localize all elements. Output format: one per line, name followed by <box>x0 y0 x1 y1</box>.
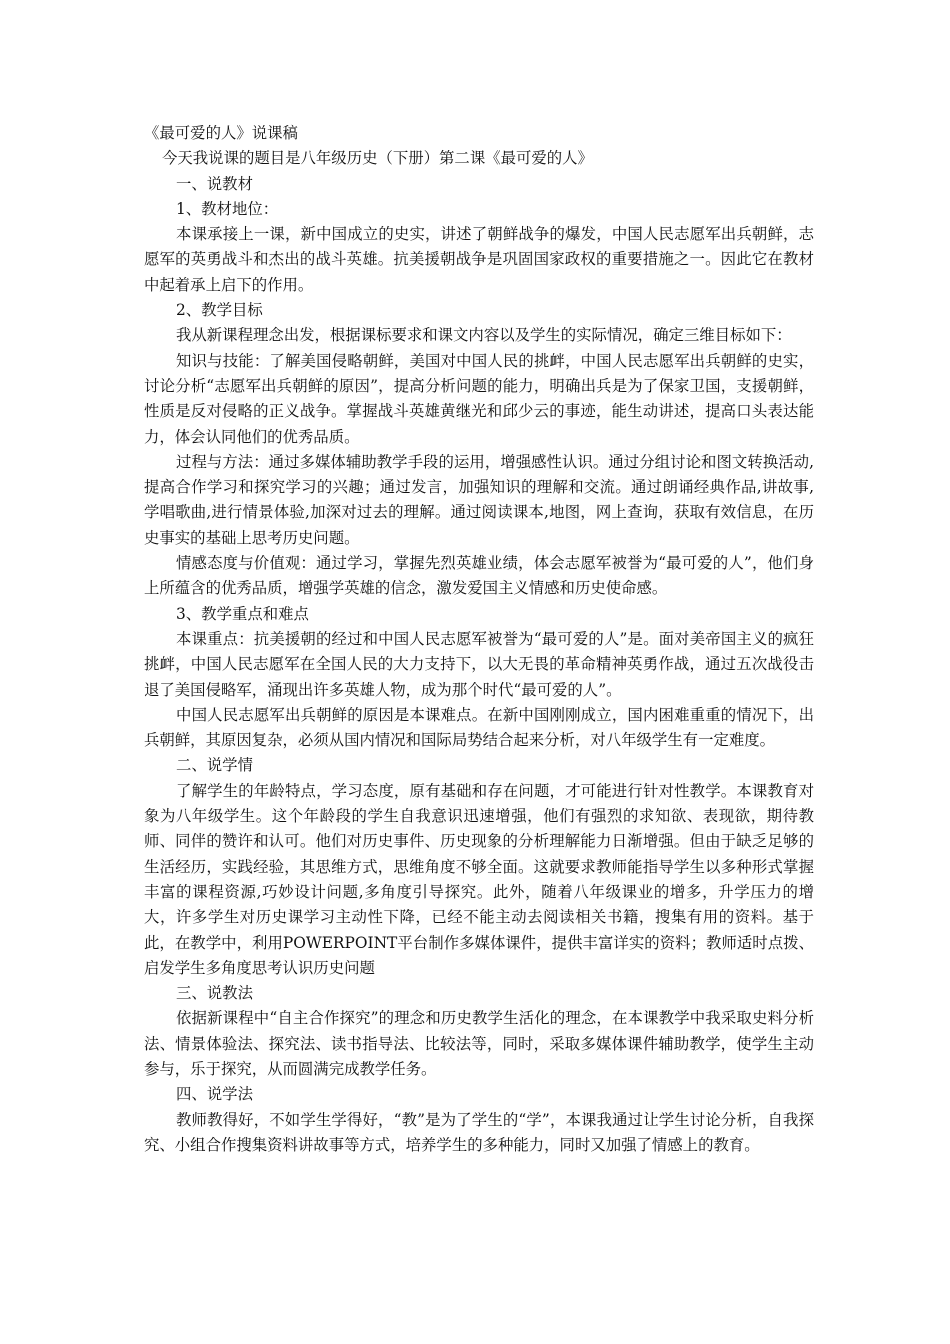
paragraph-textbook-position: 本课承接上一课，新中国成立的史实，讲述了朝鲜战争的爆发，中国人民志愿军出兵朝鲜，志愿军的英勇战斗和杰出的战斗英雄。抗美援朝战争是巩固国家政权的重要措施之一。因此它在教材中起着承上启下的作用。 <box>144 225 814 294</box>
paragraph-teaching-methods: 依据新课程中“自主合作探究”的理念和历史教学生活化的理念，在本课教学中我采取史料分析法、情景体验法、探究法、读书指导法、比较法等，同时，采取多媒体课件辅助教学，使学生主动参与，乐于探究，从而圆满完成教学任务。 <box>144 1009 814 1078</box>
intro-paragraph: 今天我说课的题目是八年级历史（下册）第二课《最可爱的人》 <box>162 149 593 168</box>
paragraph-difficulty: 中国人民志愿军出兵朝鲜的原因是本课难点。在新中国刚刚成立，国内困难重重的情况下，出兵朝鲜，其原因复杂，必须从国内情况和国际局势结合起来分析，对八年级学生有一定难度。 <box>144 705 814 750</box>
paragraph-knowledge-skills: 知识与技能：了解美国侵略朝鲜，美国对中国人民的挑衅，中国人民志愿军出兵朝鲜的史实，讨论分析“志愿军出兵朝鲜的原因”，提高分析问题的能力，明确出兵是为了保家卫国，支援朝鲜，性质是反对侵略的正义战争。掌握战斗英雄黄继光和邱少云的事迹，能生动讲述，提高口头表达能力，体会认同他们的优秀品质。 <box>144 351 814 446</box>
document-body <box>144 121 814 1158</box>
section-heading-textbook: 一、说教材 <box>176 174 253 193</box>
section-heading-learning-methods: 四、说学法 <box>176 1085 253 1104</box>
paragraph-goals-intro: 我从新课程理念出发，根据课标要求和课文内容以及学生的实际情况，确定三维目标如下： <box>176 326 792 345</box>
paragraph-learning-methods: 教师教得好，不如学生学得好，“教”是为了学生的“学”，本课我通过让学生讨论分析，自我探究、小组合作搜集资料讲故事等方式，培养学生的多种能力，同时又加强了情感上的教育。 <box>144 1110 814 1154</box>
subheading-textbook-position: 1、教材地位： <box>176 199 279 218</box>
paragraph-emotions-values: 情感态度与价值观：通过学习，掌握先烈英雄业绩，体会志愿军被誉为“最可爱的人”，他们身上所蕴含的优秀品质，增强学英雄的信念，激发爱国主义情感和历史使命感。 <box>144 554 814 598</box>
paragraph-process-methods: 过程与方法：通过多媒体辅助教学手段的运用，增强感性认识。通过分组讨论和图文转换活动,提高合作学习和探究学习的兴趣；通过发言，加强知识的理解和交流。通过朗诵经典作品,讲故事,学唱歌曲,进行情景体验,加深对过去的理解。通过阅读课本,地图，网上查询，获取有效信息，在历史事实的基础上思考历史问题。 <box>144 452 814 547</box>
subheading-teaching-goals: 2、教学目标 <box>176 301 263 320</box>
section-heading-students: 二、说学情 <box>176 756 253 775</box>
subheading-key-points: 3、教学重点和难点 <box>176 604 309 623</box>
paragraph-key-point: 本课重点：抗美援朝的经过和中国人民志愿军被誉为“最可爱的人”是。面对美帝国主义的疯狂挑衅，中国人民志愿军在全国人民的大力支持下，以大无畏的革命精神英勇作战，通过五次战役击退了美国侵略军，涌现出许多英雄人物，成为那个时代“最可爱的人”。 <box>144 629 814 699</box>
document-title: 《最可爱的人》说课稿 <box>144 124 298 142</box>
paragraph-students: 了解学生的年龄特点，学习态度，原有基础和存在问题，才可能进行针对性教学。本课教育对象为八年级学生。这个年龄段的学生自我意识迅速增强，他们有强烈的求知欲、表现欲，期待教师、同伴的赞许和认可。他们对历史事件、历史现象的分析理解能力日渐增强。但由于缺乏足够的生活经历，实践经验，其思维方式，思维角度不够全面。这就要求教师能指导学生以多种形式掌握丰富的课程资源,巧妙设计问题,多角度引导探究。此外，随着八年级课业的增多，升学压力的增大，许多学生对历史课学习主动性下降，已经不能主动去阅读相关书籍，搜集有用的资料。基于此，在教学中，利用POWERPOINT平台制作多媒体课件，提供丰富详实的资料；教师适时点拨、启发学生多角度思考认识历史问题 <box>144 781 814 977</box>
section-heading-teaching-methods: 三、说教法 <box>176 984 253 1003</box>
